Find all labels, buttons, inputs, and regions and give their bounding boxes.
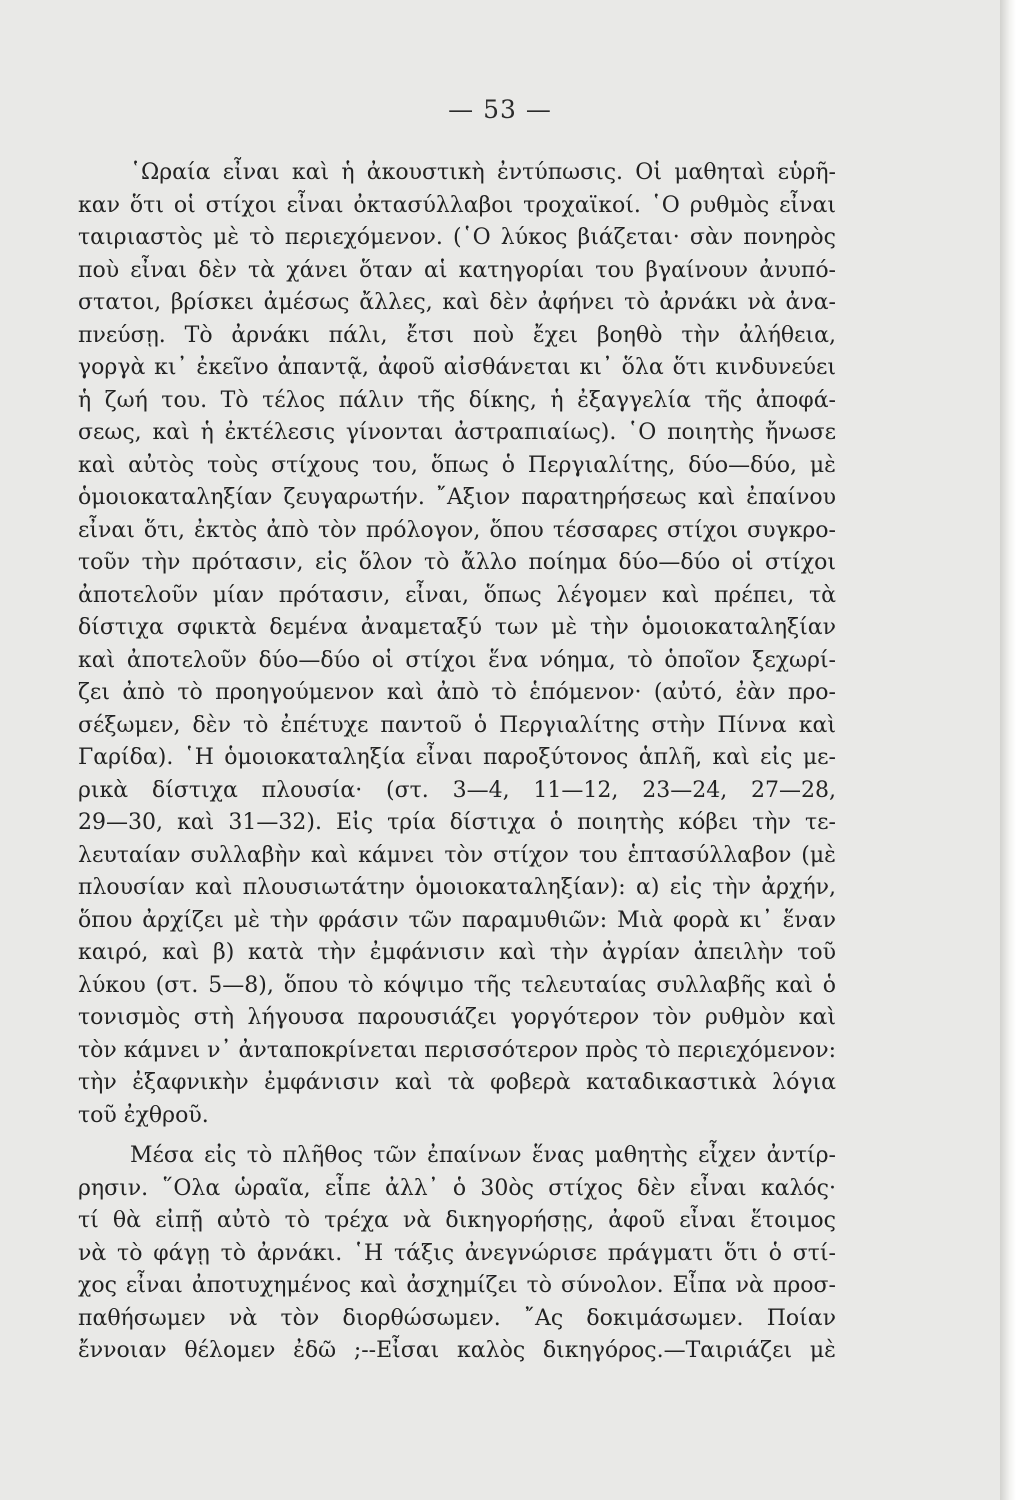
text-line: τὴν ἐξαφνικὴν ἐμφάνισιν καὶ τὰ φοβερὰ καταδικαστικὰ λόγια bbox=[78, 1070, 836, 1095]
text-line: ρησιν. ῞Ολα ὡραῖα, εἶπε ἀλλ᾿ ὁ 30ὸς στίχος δὲν εἶναι καλός· bbox=[78, 1175, 836, 1201]
page-edge bbox=[1000, 0, 1016, 1500]
paragraph-2 bbox=[78, 1140, 836, 1368]
text-line: σέξωμεν, δὲν τὸ ἐπέτυχε παντοῦ ὁ Περγιαλίτης στὴν Πίννα καὶ bbox=[78, 712, 836, 738]
text-line: γοργὰ κι᾿ ἐκεῖνο ἀπαντᾷ, ἀφοῦ αἰσθάνεται κι᾿ ὅλα ὅτι κινδυνεύει bbox=[78, 355, 836, 380]
text-line: πλουσίαν καὶ πλουσιωτάτην ὁμοιοκαταληξίαν): α) εἰς τὴν ἀρχήν, bbox=[78, 875, 836, 900]
text-line: ταιριαστὸς μὲ τὸ περιεχόμενον. (῾Ο λύκος βιάζεται· σὰν πονηρὸς bbox=[78, 225, 836, 250]
text-line: ποὺ εἶναι δὲν τὰ χάνει ὅταν αἱ κατηγορίαι του βγαίνουν ἀνυπό- bbox=[78, 257, 836, 283]
text-line: δίστιχα σφικτὰ δεμένα ἀναμεταξύ των μὲ τὴν ὁμοιοκαταληξίαν bbox=[78, 615, 836, 640]
text-line: λευταίαν συλλαβὴν καὶ κάμνει τὸν στίχον του ἑπτασύλλαβον (μὲ bbox=[78, 842, 836, 868]
text-line: ῾Ωραία εἶναι καὶ ἡ ἀκουστικὴ ἐντύπωσις. Οἱ μαθηταὶ εὑρῆ- bbox=[130, 160, 836, 185]
text-line: λύκου (στ. 5—8), ὅπου τὸ κόψιμο τῆς τελευταίας συλλαβῆς καὶ ὁ bbox=[78, 972, 836, 998]
text-line: ὁμοιοκαταληξίαν ζευγαρωτήν. ῎Αξιον παρατηρήσεως καὶ ἐπαίνου bbox=[78, 485, 836, 510]
text-line: τοῦ ἐχθροῦ. bbox=[78, 1102, 209, 1128]
text-line: Γαρίδα). ῾Η ὁμοιοκαταληξία εἶναι παροξύτονος ἁπλῆ, καὶ εἰς με- bbox=[78, 745, 836, 770]
text-line: καιρό, καὶ β) κατὰ τὴν ἐμφάνισιν καὶ τὴν ἀγρίαν ἀπειλὴν τοῦ bbox=[78, 940, 836, 965]
text-line: 29—30, καὶ 31—32). Εἰς τρία δίστιχα ὁ ποιητὴς κόβει τὴν τε- bbox=[78, 810, 836, 835]
text-line: ρικὰ δίστιχα πλουσία· (στ. 3—4, 11—12, 23—24, 27—28, bbox=[78, 777, 836, 803]
page-number: — 53 — bbox=[448, 95, 552, 124]
text-line: τὸν κάμνει ν᾿ ἀνταποκρίνεται περισσότερον πρὸς τὸ περιεχόμενον: bbox=[78, 1037, 836, 1063]
text-line: τοῦν τὴν πρότασιν, εἰς ὅλον τὸ ἄλλο ποίημα δύο—δύο οἱ στίχοι bbox=[78, 550, 836, 575]
text-line: νὰ τὸ φάγῃ τὸ ἀρνάκι. ῾Η τάξις ἀνεγνώρισε πράγματι ὅτι ὁ στί- bbox=[78, 1240, 836, 1266]
text-line: καν ὅτι οἱ στίχοι εἶναι ὀκτασύλλαβοι τροχαϊκοί. ῾Ο ρυθμὸς εἶναι bbox=[78, 192, 836, 218]
text-line: καὶ ἀποτελοῦν δύο—δύο οἱ στίχοι ἕνα νόημα, τὸ ὁποῖον ξεχωρί- bbox=[78, 647, 836, 673]
text-line: ἡ ζωή του. Τὸ τέλος πάλιν τῆς δίκης, ἡ ἐξαγγελία τῆς ἀποφά- bbox=[78, 387, 836, 413]
text-line: ζει ἀπὸ τὸ προηγούμενον καὶ ἀπὸ τὸ ἑπόμενον· (αὐτό, ἐὰν προ- bbox=[78, 680, 836, 705]
text-line: τί θὰ εἰπῇ αὐτὸ τὸ τρέχα νὰ δικηγορήσῃς, ἀφοῦ εἶναι ἕτοιμος bbox=[78, 1208, 836, 1233]
text-line: καὶ αὐτὸς τοὺς στίχους του, ὅπως ὁ Περγιαλίτης, δύο—δύο, μὲ bbox=[78, 452, 836, 478]
text-line: ἔννοιαν θέλομεν ἐδῶ ;--Εἶσαι καλὸς δικηγόρος.—Ταιριάζει μὲ bbox=[78, 1338, 836, 1363]
text-line: στατοι, βρίσκει ἀμέσως ἄλλες, καὶ δὲν ἀφήνει τὸ ἀρνάκι νὰ ἀνα- bbox=[78, 290, 836, 315]
text-line: ὅπου ἀρχίζει μὲ τὴν φράσιν τῶν παραμυθιῶν: Μιὰ φορὰ κι᾿ ἕναν bbox=[78, 907, 836, 933]
text-line: Μέσα εἰς τὸ πλῆθος τῶν ἐπαίνων ἕνας μαθητὴς εἶχεν ἀντίρ- bbox=[130, 1143, 836, 1168]
text-line: πνεύσῃ. Τὸ ἀρνάκι πάλι, ἔτσι ποὺ ἔχει βοηθὸ τὴν ἀλήθεια, bbox=[78, 322, 836, 348]
text-line: σεως, καὶ ἡ ἐκτέλεσις γίνονται ἀστραπιαίως). ῾Ο ποιητὴς ἤνωσε bbox=[78, 420, 836, 445]
text-line: χος εἶναι ἀποτυχημένος καὶ ἀσχημίζει τὸ σύνολον. Εἶπα νὰ προσ- bbox=[78, 1273, 836, 1298]
text-line: εἶναι ὅτι, ἐκτὸς ἀπὸ τὸν πρόλογον, ὅπου τέσσαρες στίχοι συγκρο- bbox=[78, 517, 836, 543]
text-line: τονισμὸς στὴ λήγουσα παρουσιάζει γοργότερον τὸν ρυθμὸν καὶ bbox=[78, 1005, 836, 1030]
text-line: ἀποτελοῦν μίαν πρότασιν, εἶναι, ὅπως λέγομεν καὶ πρέπει, τὰ bbox=[78, 582, 836, 608]
paragraph-1 bbox=[78, 157, 836, 1132]
text-line: παθήσωμεν νὰ τὸν διορθώσωμεν. ῎Ας δοκιμάσωμεν. Ποίαν bbox=[78, 1305, 836, 1331]
